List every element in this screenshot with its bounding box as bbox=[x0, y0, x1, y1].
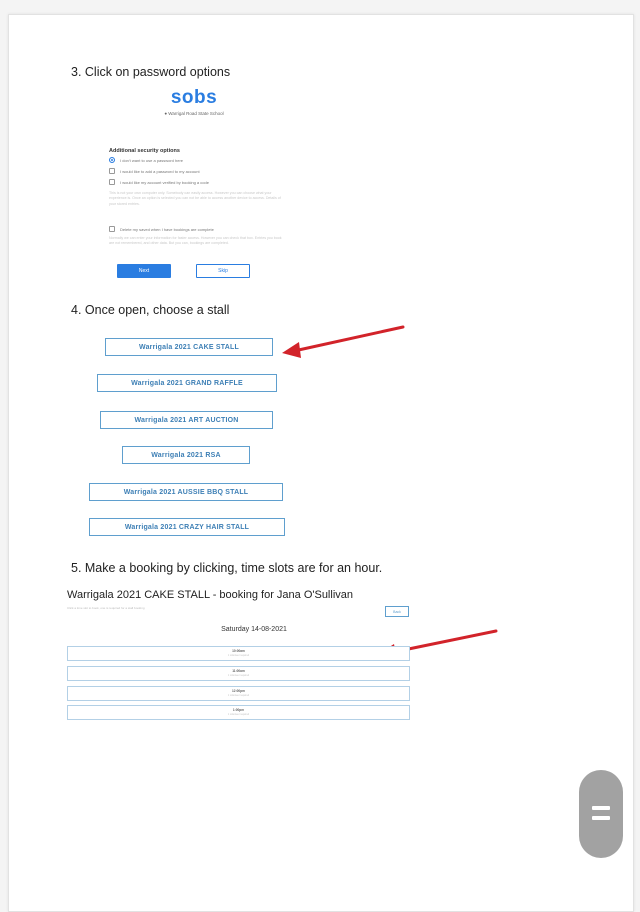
stall-crazy-hair-button[interactable]: Warrigala 2021 CRAZY HAIR STALL bbox=[89, 518, 285, 536]
security-info-text: This is not your own computer only. Somebody can easily access. However you can choose what your experience is. Once an option is selected you can not be able to access another device to access. Details of your stored entries. bbox=[109, 191, 281, 206]
radio-selected-icon[interactable] bbox=[109, 157, 115, 163]
delete-saved-info-text: Normally we can enter your information for faster access. However you can check that box. Entries you book are not remembered, and other data. But you can, bookings are completed. bbox=[109, 236, 282, 246]
stall-aussie-bbq-button[interactable]: Warrigala 2021 AUSSIE BBQ STALL bbox=[89, 483, 283, 501]
security-option-label: I would like my account verified by booking a code bbox=[120, 179, 209, 185]
checkbox-icon[interactable] bbox=[109, 179, 115, 185]
step-3-heading: 3. Click on password options bbox=[71, 65, 231, 79]
slot-note: 1 volunteer required bbox=[227, 674, 250, 677]
security-option-verify-code[interactable] bbox=[109, 179, 209, 185]
booking-date: Saturday 14-08-2021 bbox=[221, 626, 287, 633]
stall-cake-button[interactable]: Warrigala 2021 CAKE STALL bbox=[105, 338, 273, 356]
next-button[interactable]: Next bbox=[117, 264, 171, 278]
security-option-add-password[interactable] bbox=[109, 168, 200, 174]
school-name: ● Warrigal Road State School bbox=[164, 111, 224, 116]
floating-menu-button[interactable] bbox=[579, 770, 623, 858]
sobs-logo: sobs bbox=[170, 87, 218, 108]
security-options-heading: Additional security options bbox=[109, 148, 180, 154]
security-option-label: I would like to add a password to my account bbox=[120, 168, 200, 174]
booking-subtitle: Click a time slot to book, one is required for a stall booking bbox=[67, 606, 145, 610]
security-option-no-password[interactable] bbox=[109, 157, 183, 163]
checkbox-icon[interactable] bbox=[109, 168, 115, 174]
slot-time: 11:00am bbox=[232, 669, 245, 673]
booking-title: Warrigala 2021 CAKE STALL - booking for Jana O'Sullivan bbox=[67, 589, 353, 601]
step-5-heading: 5. Make a booking by clicking, time slots are for an hour. bbox=[71, 561, 383, 575]
time-slot[interactable] bbox=[67, 646, 410, 661]
slot-note: 1 volunteer required bbox=[227, 694, 250, 697]
checkbox-icon[interactable] bbox=[109, 226, 115, 232]
slot-time: 1:00pm bbox=[232, 708, 245, 712]
slot-note: 1 volunteer required bbox=[227, 654, 250, 657]
arrow-left-icon bbox=[9, 15, 633, 911]
stall-art-auction-button[interactable]: Warrigala 2021 ART AUCTION bbox=[100, 411, 273, 429]
time-slot[interactable] bbox=[67, 705, 410, 720]
time-slot[interactable] bbox=[67, 666, 410, 681]
time-slot[interactable] bbox=[67, 686, 410, 701]
slot-note: 1 volunteer required bbox=[227, 713, 250, 716]
delete-saved-label: Delete my saved when I have bookings are complete bbox=[120, 226, 214, 232]
document-page bbox=[8, 14, 634, 912]
skip-button[interactable]: Skip bbox=[196, 264, 250, 278]
security-option-label: I don't want to use a password here bbox=[120, 157, 184, 163]
stall-grand-raffle-button[interactable]: Warrigala 2021 GRAND RAFFLE bbox=[97, 374, 277, 392]
slot-time: 10:00am bbox=[232, 649, 245, 653]
delete-saved-option[interactable] bbox=[109, 226, 214, 232]
slot-time: 12:00pm bbox=[232, 689, 245, 693]
stall-rsa-button[interactable]: Warrigala 2021 RSA bbox=[122, 446, 250, 464]
step-4-heading: 4. Once open, choose a stall bbox=[71, 303, 230, 317]
back-button[interactable]: Back bbox=[385, 606, 409, 617]
